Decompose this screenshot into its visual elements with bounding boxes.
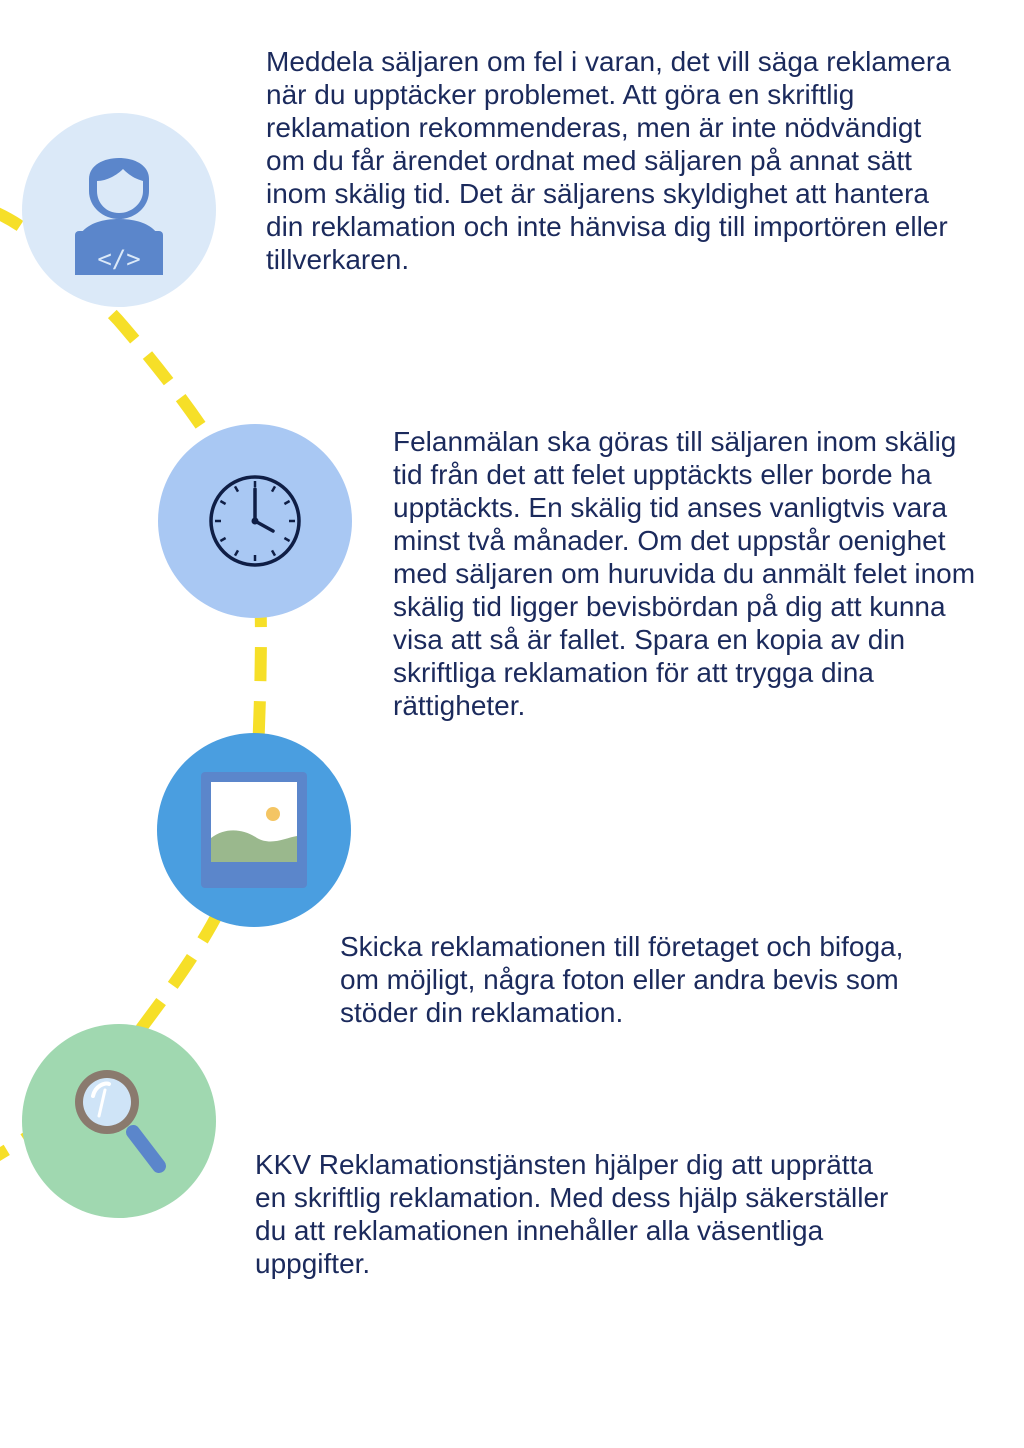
step-4-text: KKV Reklamationstjänsten hjälper dig att upprätta en skriftlig reklamation. Med dess hjälp säkerställer du att reklamationen innehåller alla väsentliga uppgifter. xyxy=(255,1149,889,1279)
svg-text:</>: </> xyxy=(97,245,141,273)
step-3-circle xyxy=(157,733,351,927)
step-2-text: Felanmälan ska göras till säljaren inom skälig tid från det att felet upptäckts eller borde ha upptäckts. En skälig tid anses vanligtvis vara minst två månader. Om det uppstår oenighet med säljaren om huruvida du anmält felet inom skälig tid ligger bevisbördan på dig att kunna visa att så är fallet. Spara en kopia av din skriftliga reklamation för att trygga dina rättigheter. xyxy=(393,426,976,721)
magnifying-glass-icon xyxy=(71,1066,167,1176)
step-3-text: Skicka reklamationen till företaget och bifoga, om möjligt, några foton eller andra bevis som stöder din reklamation. xyxy=(340,931,904,1028)
developer-laptop-icon xyxy=(69,145,169,275)
photo-icon xyxy=(201,772,307,888)
step-1-text: Meddela säljaren om fel i varan, det vill säga reklamera när du upptäcker problemet. Att göra en skriftlig reklamation rekommenderas, men är inte nödvändigt om du får ärendet ordnat med säljaren på annat sätt inom skälig tid. Det är säljarens skyldighet att hantera din reklamation och inte hänvisa dig till importören eller tillverkaren. xyxy=(266,46,951,275)
step-1-circle xyxy=(22,113,216,307)
step-4-circle xyxy=(22,1024,216,1218)
step-2-circle xyxy=(158,424,352,618)
clock-icon xyxy=(207,473,303,569)
